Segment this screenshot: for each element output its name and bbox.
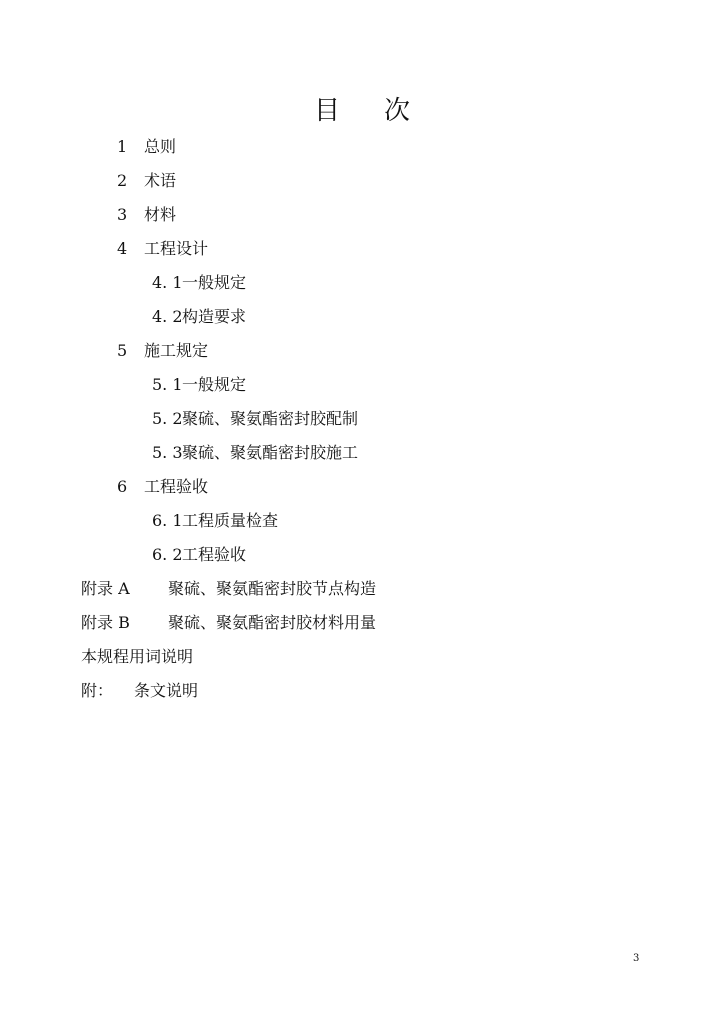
toc-item-terminology[interactable]: [0, 645, 724, 679]
toc-label: 工程验收: [182, 545, 247, 564]
toc-label: 聚硫、聚氨酯密封胶配制: [182, 409, 359, 428]
toc-label: 一般规定: [182, 273, 247, 292]
table-of-contents: [0, 135, 724, 713]
toc-number: 附录 A: [81, 579, 130, 598]
toc-label: 术语: [144, 171, 177, 190]
toc-number: 6. 2: [152, 545, 183, 564]
toc-item-5-2[interactable]: [0, 407, 724, 441]
toc-item-2[interactable]: [0, 169, 724, 203]
toc-item-4[interactable]: [0, 237, 724, 271]
toc-item-appendix-b[interactable]: [0, 611, 724, 645]
toc-label: 工程质量检查: [182, 511, 279, 530]
toc-label: 构造要求: [182, 307, 247, 326]
toc-item-attachment[interactable]: [0, 679, 724, 713]
toc-number: 1: [117, 137, 128, 156]
toc-item-6-1[interactable]: [0, 509, 724, 543]
toc-number: 3: [117, 205, 128, 224]
toc-number: 4: [117, 239, 128, 258]
toc-number: 5. 2: [152, 409, 183, 428]
toc-label: 总则: [144, 137, 177, 156]
toc-number: 4. 2: [152, 307, 183, 326]
toc-label: 工程设计: [144, 239, 209, 258]
toc-label: 条文说明: [134, 681, 199, 700]
toc-item-5[interactable]: [0, 339, 724, 373]
toc-item-5-3[interactable]: [0, 441, 724, 475]
toc-label: 一般规定: [182, 375, 247, 394]
toc-number: 附录 B: [81, 613, 130, 632]
toc-number: 5: [117, 341, 128, 360]
toc-item-4-1[interactable]: [0, 271, 724, 305]
toc-item-1[interactable]: [0, 135, 724, 169]
toc-label: 施工规定: [144, 341, 209, 360]
toc-number: 5. 3: [152, 443, 183, 462]
toc-number: 6: [117, 477, 128, 496]
page-title: [0, 90, 724, 127]
page-title-left: 目: [313, 96, 340, 126]
toc-item-appendix-a[interactable]: [0, 577, 724, 611]
toc-label: 本规程用词说明: [81, 647, 194, 666]
page-number: 3: [633, 953, 640, 964]
toc-item-6-2[interactable]: [0, 543, 724, 577]
toc-number: 4. 1: [152, 273, 183, 292]
page-title-right: 次: [384, 96, 411, 126]
toc-number: 附：: [81, 681, 114, 700]
toc-item-3[interactable]: [0, 203, 724, 237]
toc-label: 聚硫、聚氨酯密封胶施工: [182, 443, 359, 462]
toc-number: 5. 1: [152, 375, 183, 394]
toc-label: 工程验收: [144, 477, 209, 496]
toc-label: 聚硫、聚氨酯密封胶节点构造: [168, 579, 377, 598]
toc-number: 6. 1: [152, 511, 183, 530]
toc-label: 聚硫、聚氨酯密封胶材料用量: [168, 613, 377, 632]
toc-label: 材料: [144, 205, 177, 224]
toc-number: 2: [117, 171, 128, 190]
toc-item-5-1[interactable]: [0, 373, 724, 407]
toc-item-4-2[interactable]: [0, 305, 724, 339]
toc-item-6[interactable]: [0, 475, 724, 509]
